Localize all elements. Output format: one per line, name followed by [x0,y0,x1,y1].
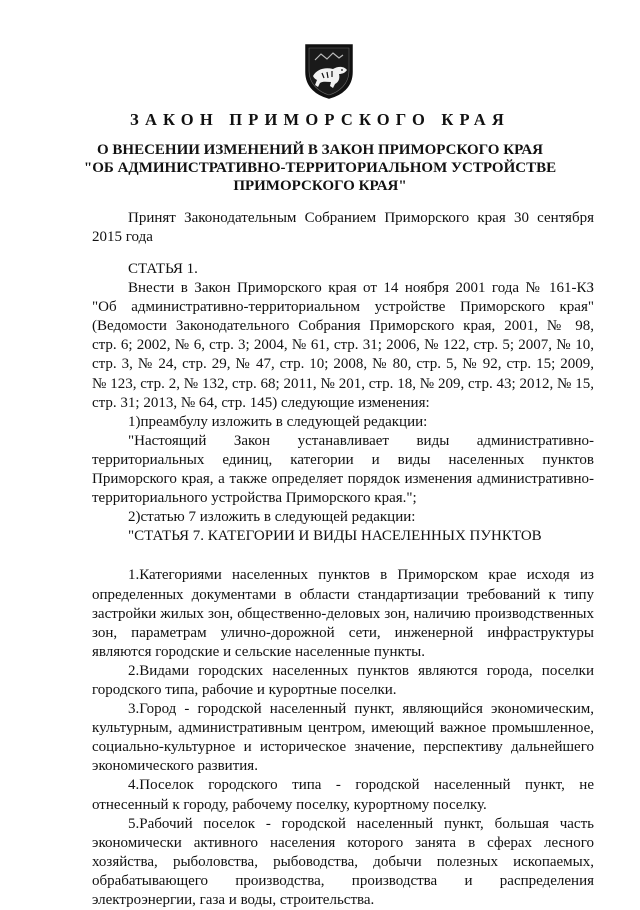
text-line: зон, параметрам улично-дорожной сети, инженерной инфраструктуры [92,624,594,641]
text-line: 2)статью 7 изложить в следующей редакции: [128,509,416,526]
text-line: экономически активного населения которого занята в сферах лесного [92,834,594,851]
text-line: отнесенный к городу, рабочему поселку, курортному поселку. [92,796,487,813]
text-line: стр. 3, № 24, стр. 29, № 47, стр. 10; 2008, № 80, стр. 5, № 92, стр. 15; 2009, [92,356,594,373]
subtitle-line: ПРИМОРСКОГО КРАЯ" [233,178,407,194]
text-line: электроэнергии, газа и воды, строительства. [92,892,375,908]
text-line: застройки жилых зон, общественно-деловых зон, наличию производственных [92,605,594,622]
text-line: стр. 6; 2002, № 6, стр. 3; 2004, № 61, стр. 31; 2006, № 122, стр. 5; 2007, № 10, [92,337,594,354]
subtitle-line: О ВНЕСЕНИИ ИЗМЕНЕНИЙ В ЗАКОН ПРИМОРСКОГО КРАЯ [97,142,543,158]
text-line: городского типа, рабочие и курортные поселки. [92,681,397,698]
text-line: 5.Рабочий поселок - городской населенный пункт, большая часть [128,815,594,832]
text-line: являются городские и сельские населенные пункты. [92,643,425,660]
text-line: 2.Видами городских населенных пунктов являются города, поселки [128,662,594,679]
text-line: территориальных единиц, категории и виды населенных пунктов [92,451,594,468]
law-subtitle [60,141,580,195]
text-line: (Ведомости Законодательного Собрания Приморского края, 2001, № 98, [92,318,594,335]
text-line: территориального устройства Приморского края."; [92,490,417,507]
text-line: 4.Поселок городского типа - городской населенный пункт, не [128,777,594,794]
text-line: социально-культурное и историческое значение, перспективу дальнейшего [92,739,594,756]
text-line: № 123, стр. 2, № 132, стр. 68; 2011, № 201, стр. 18, № 209, стр. 43; 2012, № 15, [92,375,594,392]
text-line: экономического развития. [92,758,258,775]
subtitle-line: "ОБ АДМИНИСТРАТИВНО-ТЕРРИТОРИАЛЬНОМ УСТРОЙСТВЕ [83,160,557,176]
text-line: Внести в Закон Приморского края от 14 ноября 2001 года № 161-КЗ [128,280,594,297]
text-line: 1.Категориями населенных пунктов в Приморском крае исходя из [128,567,594,584]
adoption-line: Принят Законодательным Собранием Приморского края 30 сентября [128,210,594,226]
coat-of-arms-tiger-icon [303,42,355,100]
text-line: 3.Город - городской населенный пункт, являющийся экономическим, [128,701,594,718]
text-line: обрабатывающего производства, производства и распределения [92,872,594,889]
text-line: хозяйства, рыболовства, рыбоводства, добычи полезных ископаемых, [92,853,594,870]
text-line: "Настоящий Закон устанавливает виды административно- [128,432,594,449]
text-line: стр. 31; 2013, № 64, стр. 145) следующие изменения: [92,394,430,411]
text-line: 1)преамбулу изложить в следующей редакции: [128,413,428,430]
adoption-note [92,209,594,247]
article-heading: СТАТЬЯ 1. [128,261,198,277]
paragraph-gap [92,546,594,566]
law-body [92,260,594,910]
text-line: "Об административно-территориальном устройстве Приморского края" [92,299,594,316]
article-7-heading: "СТАТЬЯ 7. КАТЕГОРИИ И ВИДЫ НАСЕЛЕННЫХ ПУНКТОВ [128,528,542,545]
adoption-line: 2015 года [92,229,153,245]
text-line: Приморского края, а также определяет порядок изменения административно- [92,471,594,488]
text-line: определенных документами в области стандартизации требований к типу [92,586,594,603]
text-line: культурным, административным центром, имеющий важное промышленное, [92,720,594,737]
law-title: ЗАКОН ПРИМОРСКОГО КРАЯ [130,110,510,129]
